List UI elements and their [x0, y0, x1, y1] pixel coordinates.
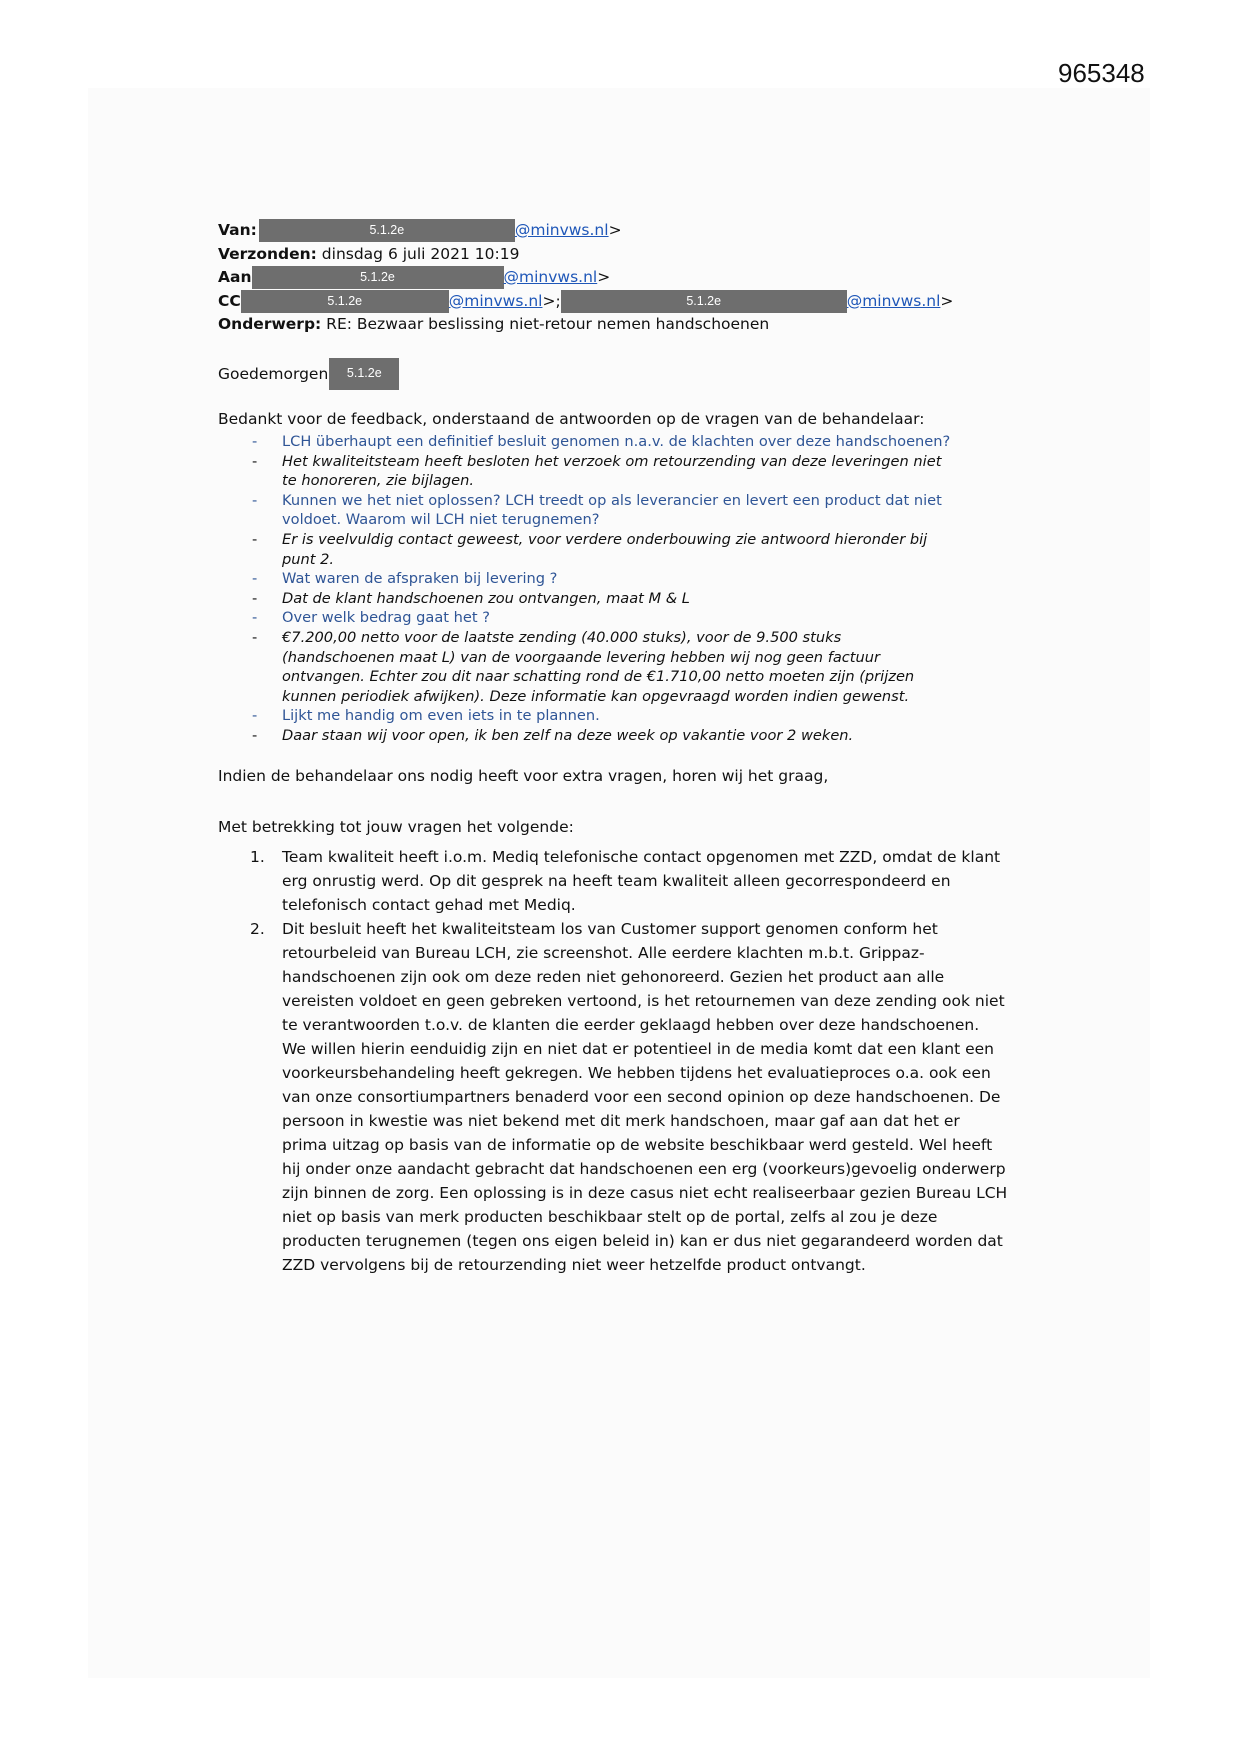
item-line: prima uitzag op basis van de informatie op de website beschikbaar werd gesteld. Wel heeft [282, 1136, 993, 1154]
cc-separator: >; [542, 291, 561, 310]
item-line: vereisten voldoet en geen gebreken vertoond, is het retournemen van deze zending ook niet [282, 992, 1005, 1010]
item-line: erg onrustig werd. Op dit gesprek na heeft team kwaliteit alleen gecorrespondeerd en [282, 872, 951, 890]
item-line: Dit besluit heeft het kwaliteitsteam los van Customer support genomen conform het [282, 920, 938, 938]
item-line: Daar staan wij voor open, ik ben zelf na deze week op vakantie voor 2 weken. [282, 726, 854, 744]
redaction-block: 5.1.2e [252, 266, 504, 289]
answer-item [246, 589, 1036, 609]
item-line: (handschoenen maat L) van de voorgaande levering hebben wij nog geen factuur [282, 648, 881, 666]
numbered-list [246, 845, 1036, 1277]
item-line: handschoenen zijn ook om deze reden niet gehonoreerd. Gezien het product aan alle [282, 968, 945, 986]
dash-bullet: - [252, 726, 258, 744]
cc-suffix: > [940, 291, 954, 310]
van-email-link[interactable]: @minvws.nl [514, 221, 609, 239]
item-line: niet op basis van merk producten beschikbaar stelt op de portal, zelfs al zou je deze [282, 1208, 938, 1226]
question-item [246, 608, 1036, 628]
item-line: ZZD vervolgens bij de retourzending niet weer hetzelfde product ontvangt. [282, 1256, 866, 1274]
item-line: Er is veelvuldig contact geweest, voor verdere onderbouwing zie antwoord hieronder bij [282, 530, 928, 548]
closing-text: Indien de behandelaar ons nodig heeft voor extra vragen, horen wij het graag, [218, 767, 829, 785]
item-line: Over welk bedrag gaat het ? [282, 609, 490, 627]
intro-text: Bedankt voor de feedback, onderstaand de antwoorden op de vragen van de behandelaar: [218, 410, 925, 428]
item-line: LCH überhaupt een definitief besluit genomen n.a.v. de klachten over deze handschoenen? [282, 433, 951, 450]
item-line: Team kwaliteit heeft i.o.m. Mediq telefonische contact opgenomen met ZZD, omdat de klant [282, 848, 1001, 866]
list-intro: Met betrekking tot jouw vragen het volgende: [218, 818, 574, 836]
item-line: ontvangen. Echter zou dit naar schatting rond de €1.710,00 netto moeten zijn (prijzen [282, 668, 915, 686]
item-line: producten terugnemen (tegen ons eigen beleid in) kan er dus niet gegarandeerd worden dat [282, 1232, 1003, 1250]
cc-email-link-1[interactable]: @minvws.nl [448, 291, 543, 310]
aan-suffix: > [597, 268, 611, 286]
answer-item [246, 452, 1036, 491]
dash-bullet: - [252, 452, 258, 470]
numbered-item [246, 917, 1036, 1277]
item-line: Lijkt me handig om even iets in te plannen. [282, 707, 600, 725]
header-van [218, 219, 1058, 243]
email-header [218, 219, 1058, 337]
item-line: hij onder onze aandacht gebracht dat handschoenen een erg (voorkeurs)gevoelig onderwerp [282, 1160, 1006, 1178]
redaction-block: 5.1.2e [561, 290, 847, 313]
item-line: persoon in kwestie was niet bekend met dit merk handschoen, maar gaf aan dat het er [282, 1112, 960, 1130]
cc-label: CC [218, 291, 241, 310]
item-line: €7.200,00 netto voor de laatste zending (40.000 stuks), voor de 9.500 stuks [282, 628, 842, 646]
verzonden-label: Verzonden: [218, 244, 317, 263]
item-line: Kunnen we het niet oplossen? LCH treedt op als leverancier en levert een product dat niet [282, 491, 942, 509]
item-line: Dat de klant handschoenen zou ontvangen, maat M & L [282, 589, 690, 607]
answer-item [246, 530, 1036, 569]
redaction-block: 5.1.2e [259, 219, 515, 242]
question-item [246, 569, 1036, 589]
item-number: 2. [250, 920, 265, 938]
van-suffix: > [608, 221, 622, 239]
header-verzonden [218, 243, 1058, 267]
onderwerp-value: RE: Bezwaar beslissing niet-retour nemen handschoenen [326, 315, 770, 333]
dash-bullet: - [252, 433, 258, 450]
answer-item [246, 726, 1036, 746]
dash-bullet: - [252, 589, 258, 607]
greeting-text: Goedemorgen [218, 365, 329, 383]
dash-bullet: - [252, 570, 258, 588]
item-number: 1. [250, 848, 265, 866]
aan-email-link[interactable]: @minvws.nl [503, 268, 598, 286]
item-line: Het kwaliteitsteam heeft besloten het verzoek om retourzending van deze leveringen niet [282, 452, 942, 470]
answer-item [246, 628, 1036, 706]
header-cc [218, 290, 1058, 314]
aan-label: Aan [218, 268, 252, 286]
numbered-item [246, 845, 1036, 917]
question-item [246, 432, 1036, 452]
question-item [246, 706, 1036, 726]
item-line: Wat waren de afspraken bij levering ? [282, 570, 558, 588]
item-line: retourbeleid van Bureau LCH, zie screenshot. Alle eerdere klachten m.b.t. Grippaz- [282, 944, 925, 962]
dash-bullet: - [252, 628, 258, 646]
onderwerp-label: Onderwerp: [218, 315, 322, 333]
item-line: punt 2. [282, 550, 335, 568]
van-label: Van: [218, 221, 257, 239]
item-line: te honoreren, zie bijlagen. [282, 472, 475, 490]
dash-bullet: - [252, 609, 258, 627]
header-aan [218, 266, 1058, 290]
item-line: voldoet. Waarom wil LCH niet terugnemen? [282, 511, 600, 529]
verzonden-value: dinsdag 6 juli 2021 10:19 [321, 244, 520, 263]
greeting [218, 358, 1048, 390]
redaction-block: 5.1.2e [241, 290, 449, 313]
question-item [246, 491, 1036, 530]
header-onderwerp [218, 313, 1058, 337]
redaction-block: 5.1.2e [329, 358, 399, 390]
item-line: van onze consortiumpartners benaderd voor een second opinion op deze handschoenen. De [282, 1088, 1001, 1106]
item-line: We willen hierin eenduidig zijn en niet dat er potentieel in de media komt dat een klant een [282, 1040, 994, 1058]
cc-email-link-2[interactable]: @minvws.nl [846, 291, 941, 310]
item-line: kunnen periodiek afwijken). Deze informatie kan opgevraagd worden indien gewenst. [282, 687, 910, 705]
item-line: voorkeursbehandeling heeft gekregen. We hebben tijdens het evaluatieproces o.a. ook een [282, 1064, 991, 1082]
dash-bullet: - [252, 530, 258, 548]
item-line: te verantwoorden t.o.v. de klanten die eerder geklaagd hebben over deze handschoenen. [282, 1016, 980, 1034]
dash-bullet: - [252, 491, 258, 509]
dash-bullet: - [252, 707, 258, 725]
item-line: telefonisch contact gehad met Mediq. [282, 896, 576, 914]
qa-list [246, 432, 1036, 746]
document-number: 965348 [1058, 58, 1145, 88]
item-line: zijn binnen de zorg. Een oplossing is in deze casus niet echt realiseerbaar gezien Bureau LCH [282, 1184, 1008, 1202]
